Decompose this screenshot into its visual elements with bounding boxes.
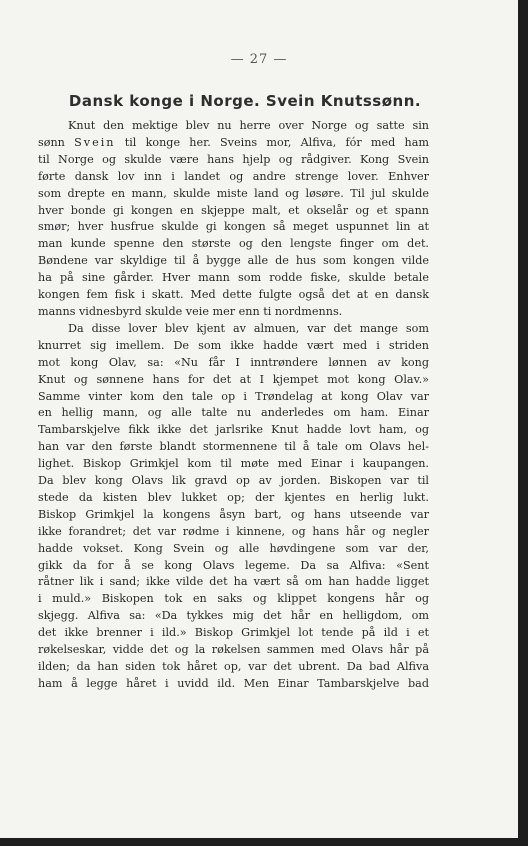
text-line: Samme vinter kom den tale op i Trøndelag at kong Olav var	[38, 389, 429, 403]
text-line: skjegg. Alfiva sa: «Da tykkes mig det hår en helligdom, om	[38, 609, 429, 623]
text-line: hadde vokset. Kong Svein og alle høvdingene som var der,	[38, 541, 429, 555]
text-line: gikk da for å se kong Olavs legeme. Da sa Alfiva: «Sent	[38, 558, 429, 572]
chapter-heading: Dansk konge i Norge. Svein Knutssønn.	[68, 92, 422, 110]
text-line: ham å legge håret i uvidd ild. Men Einar Tambarskjelve bad	[38, 676, 429, 690]
text-line: manns vidnesbyrd skulde veie mer enn ti nordmenns.	[38, 304, 343, 318]
text-line: til Norge og skulde være hans hjelp og rådgiver. Kong Svein	[38, 152, 429, 166]
text-line: Da blev kong Olavs lik gravd op av jorden. Biskopen var til	[38, 474, 429, 488]
text-line: Knut den mektige blev nu herre over Norge og satte sin	[68, 119, 429, 132]
text-line: Biskop Grimkjel la kongens åsyn bart, og hans utseende var	[38, 507, 429, 521]
text-line: sønn Svein til konge her. Sveins mor, Alfiva, fór med ham	[38, 135, 429, 149]
text-line: råtner lik i sand; ikke vilde det ha vært så om han hadde ligget	[38, 575, 429, 589]
text-line: hver bonde gi kongen en skjeppe malt, et okselår og et spann	[38, 203, 429, 217]
text-line: en hellig mann, og alle talte nu anderledes om ham. Einar	[38, 406, 429, 420]
text-line: røkelseskar, vidde det og la røkelsen sammen med Olavs hår på	[38, 643, 429, 657]
text-line: smør; hver husfrue skulde gi kongen så meget uspunnet lin at	[38, 220, 429, 234]
text-line: ikke forandret; det var rødme i kinnene, og hans hår og negler	[38, 524, 429, 538]
text-line: knurret sig imellem. De som ikke hadde vært med i striden	[38, 338, 429, 352]
text-line: i muld.» Biskopen tok en saks og klippet kongens hår og	[38, 592, 429, 606]
text-line: Bøndene var skyldige til å bygge alle de hus som kongen vilde	[38, 254, 429, 268]
text-line: førte dansk lov inn i landet og andre strenge lover. Enhver	[38, 169, 429, 183]
text-line: ha på sine gårder. Hver mann som rodde fiske, skulde betale	[38, 271, 429, 285]
text-line: stede da kisten blev lukket op; der kjentes en herlig lukt.	[38, 490, 429, 504]
spaced-name: Svein	[74, 135, 116, 149]
body-text	[38, 118, 429, 693]
text-line: det ikke brenner i ild.» Biskop Grimkjel lot tende på ild i et	[38, 626, 429, 640]
text-line: lighet. Biskop Grimkjel kom til møte med Einar i kaupangen.	[38, 457, 429, 471]
text-line: kongen fem fisk i skatt. Med dette fulgte også det at en dansk	[38, 288, 429, 302]
text-line: mot kong Olav, sa: «Nu får I inntrøndere lønnen av kong	[38, 355, 429, 369]
text-line: som drepte en mann, skulde miste land og løsøre. Til jul skulde	[38, 186, 429, 200]
text-line: man kunde spenne den største og den lengste finger om det.	[38, 237, 429, 251]
page-number: — 27 —	[230, 52, 288, 67]
text-line: Knut og sønnene hans for det at I kjempet mot kong Olav.»	[38, 372, 429, 386]
text-line: Da disse lover blev kjent av almuen, var det mange som	[68, 321, 429, 335]
text-line: Tambarskjelve fikk ikke det jarlsrike Knut hadde lovt ham, og	[38, 423, 429, 437]
text-line: ilden; da han siden tok håret op, var det ubrent. Da bad Alfiva	[38, 660, 429, 673]
text-line: han var den første blandt stormennene til å tale om Olavs hel-	[38, 440, 429, 454]
